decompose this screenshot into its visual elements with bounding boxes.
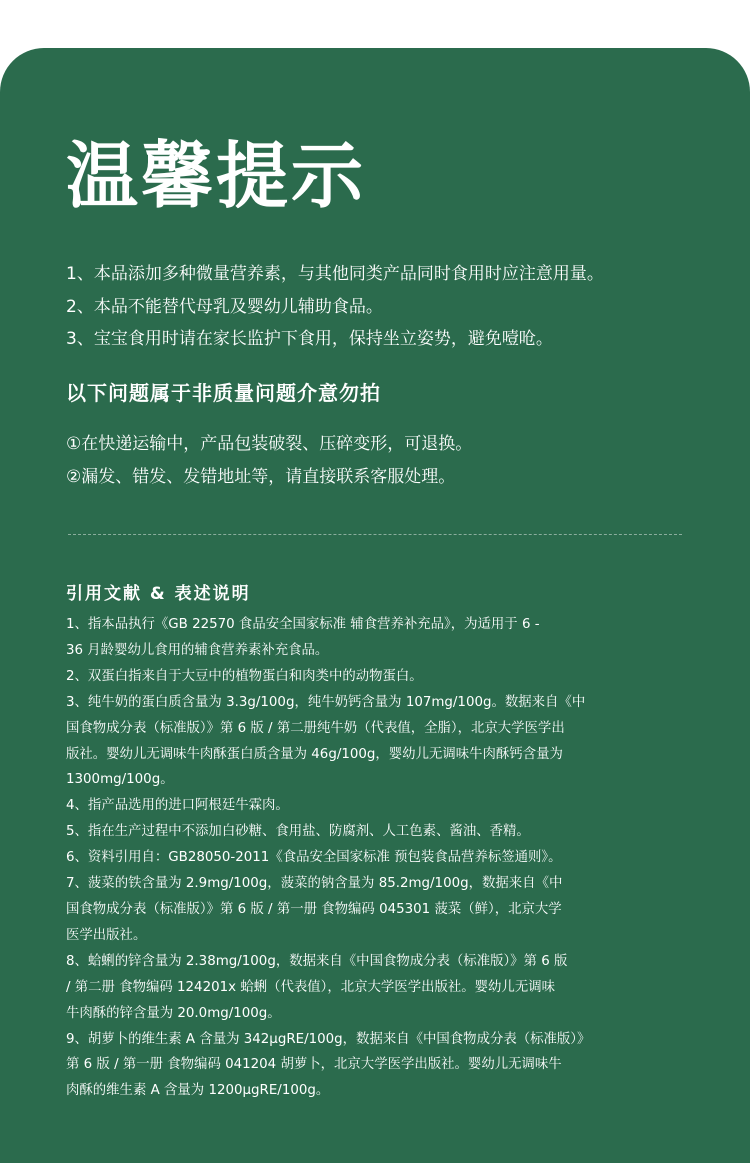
reference-line: 36 月龄婴幼儿食用的辅食营养素补充食品。 xyxy=(66,642,329,658)
non-quality-issues-heading: 以下问题属于非质量问题介意勿拍 xyxy=(66,381,381,405)
issue-item: ①在快递运输中，产品包装破裂、压碎变形，可退换。 xyxy=(66,434,473,454)
reference-line: 8、蛤蜊的锌含量为 2.38mg/100g，数据来自《中国食物成分表（标准版）》第 6 版 xyxy=(66,953,568,969)
dashed-divider xyxy=(68,534,682,535)
note-item: 2、本品不能替代母乳及婴幼儿辅助食品。 xyxy=(66,296,383,317)
tips-panel xyxy=(0,48,750,1163)
reference-line: 1、指本品执行《GB 22570 食品安全国家标准 辅食营养补充品》，为适用于 6 - xyxy=(66,617,540,632)
reference-line: 3、纯牛奶的蛋白质含量为 3.3g/100g，纯牛奶钙含量为 107mg/100g。数据来自《中 xyxy=(66,694,586,710)
reference-line: 4、指产品选用的进口阿根廷牛霖肉。 xyxy=(66,798,289,814)
note-item: 3、宝宝食用时请在家长监护下食用，保持坐立姿势，避免噎呛。 xyxy=(66,329,553,349)
reference-line: 第 6 版 / 第一册 食物编码 041204 胡萝卜，北京大学医学出版社。婴幼儿无调味牛 xyxy=(66,1057,562,1073)
issues-list xyxy=(66,428,472,493)
reference-line: 6、资料引用自：GB28050-2011《食品安全国家标准 预包装食品营养标签通则》。 xyxy=(66,850,562,866)
reference-line: 牛肉酥的锌含量为 20.0mg/100g。 xyxy=(66,1005,281,1021)
references-list xyxy=(66,612,686,1104)
reference-line: 医学出版社。 xyxy=(66,927,147,943)
reference-line: 版社。婴幼儿无调味牛肉酥蛋白质含量为 46g/100g，婴幼儿无调味牛肉酥钙含量为 xyxy=(66,746,563,762)
reference-line: 2、双蛋白指来自于大豆中的植物蛋白和肉类中的动物蛋白。 xyxy=(66,668,423,684)
notes-list xyxy=(66,258,604,356)
reference-line: 肉酥的维生素 A 含量为 1200µgRE/100g。 xyxy=(66,1083,330,1099)
reference-line: 9、胡萝卜的维生素 A 含量为 342µgRE/100g，数据来自《中国食物成分表（标准版）》 xyxy=(66,1031,591,1047)
reference-line: 7、菠菜的铁含量为 2.9mg/100g，菠菜的钠含量为 85.2mg/100g，数据来自《中 xyxy=(66,876,563,892)
references-title: 引用文献 & 表述说明 xyxy=(66,584,251,604)
reference-line: 国食物成分表（标准版）》第 6 版 / 第一册 食物编码 045301 菠菜（鲜），北京大学 xyxy=(66,901,562,917)
reference-line: 1300mg/100g。 xyxy=(66,772,174,788)
note-item: 1、本品添加多种微量营养素，与其他同类产品同时食用时应注意用量。 xyxy=(66,264,604,284)
reference-line: 国食物成分表（标准版）》第 6 版 / 第二册纯牛奶（代表值，全脂），北京大学医学出 xyxy=(66,720,565,736)
page-title: 温馨提示 xyxy=(66,134,367,218)
issue-item: ②漏发、错发、发错地址等，请直接联系客服处理。 xyxy=(66,466,456,487)
reference-line: 5、指在生产过程中不添加白砂糖、食用盐、防腐剂、人工色素、酱油、香精。 xyxy=(66,824,530,840)
reference-line: / 第二册 食物编码 124201x 蛤蜊（代表值），北京大学医学出版社。婴幼儿无调味 xyxy=(66,979,555,995)
